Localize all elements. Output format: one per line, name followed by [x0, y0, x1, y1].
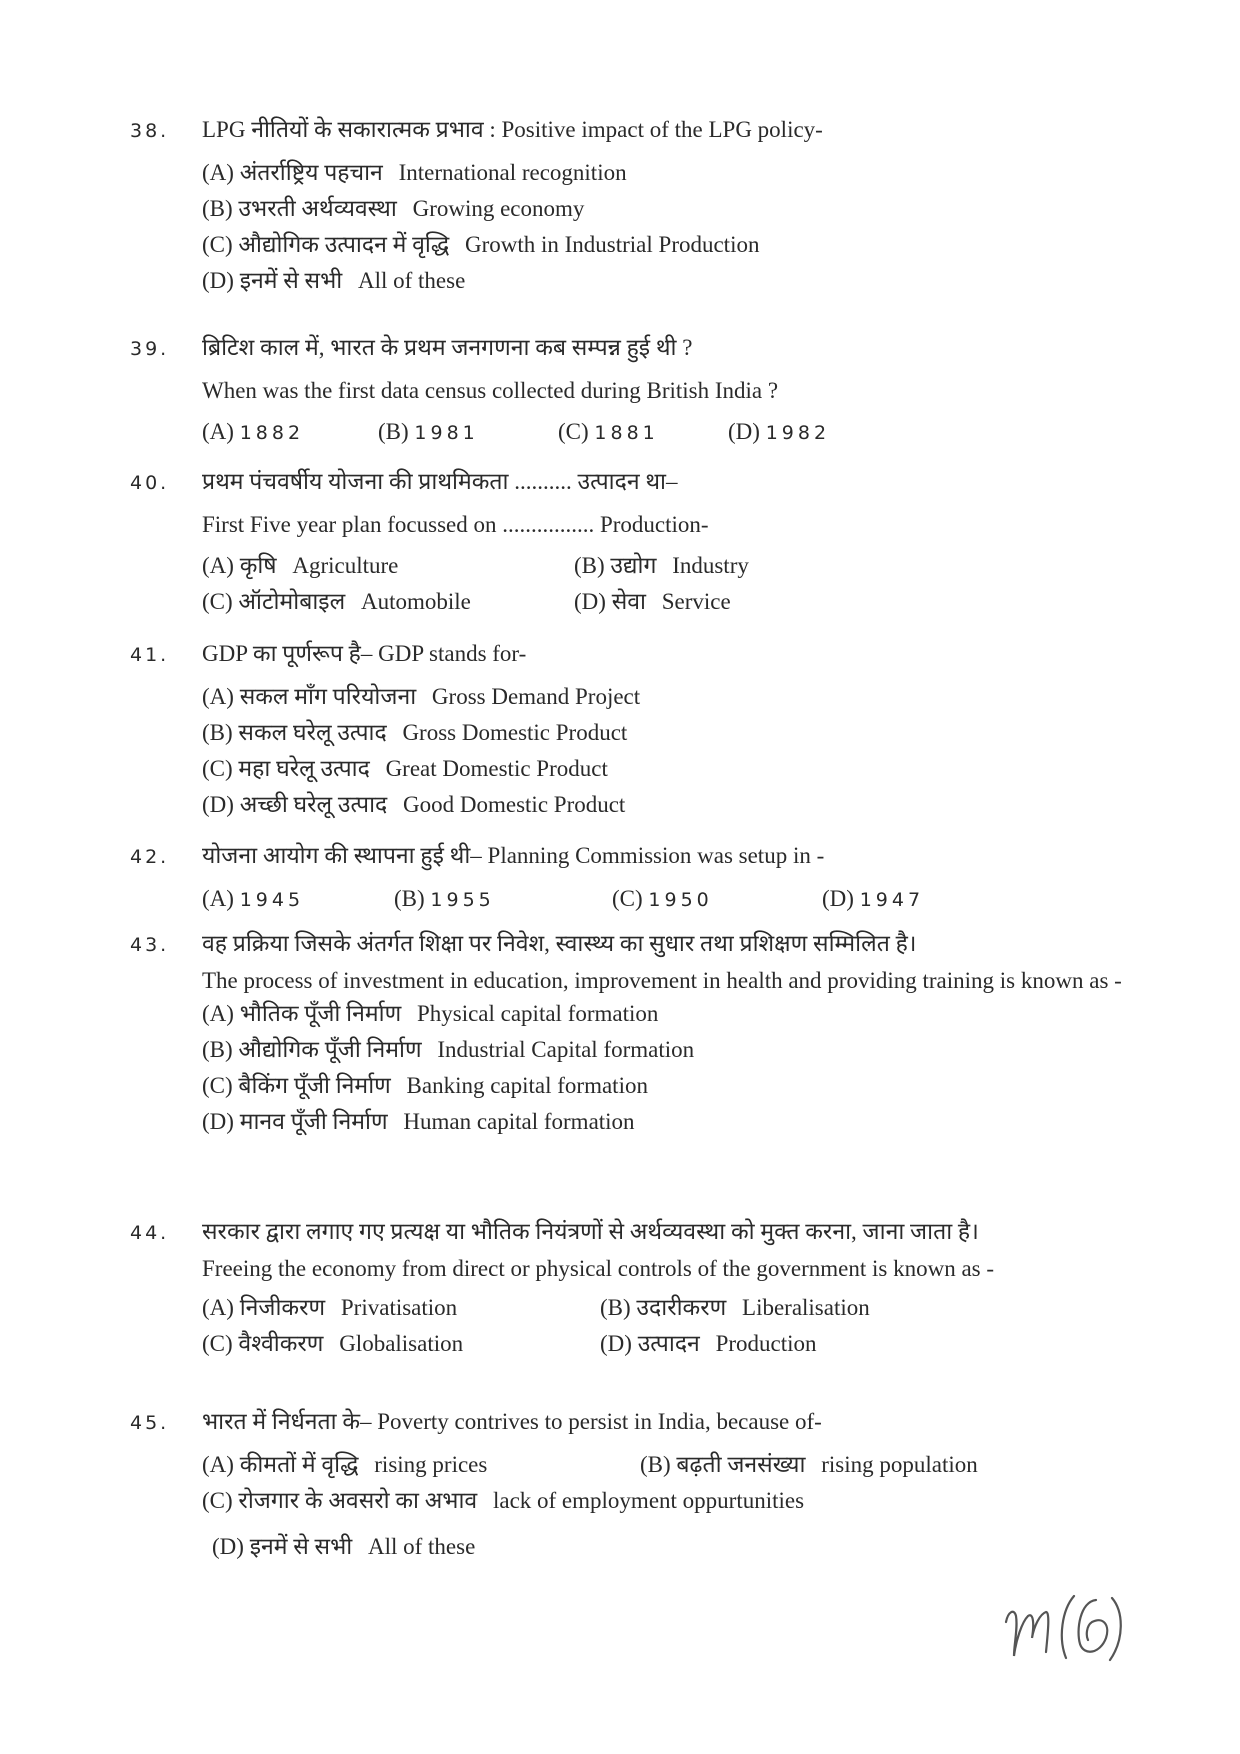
question-text: ब्रिटिश काल में, भारत के प्रथम जनगणना कब सम्पन्न हुई थी ?	[202, 335, 693, 360]
option-a: (A) भौतिक पूँजी निर्माण Physical capital formation	[202, 1001, 659, 1026]
question-45	[130, 1406, 1160, 1565]
option-b: (B) औद्योगिक पूँजी निर्माण Industrial Capital formation	[202, 1037, 695, 1062]
question-text-english: The process of investment in education, improvement in health and providing training is known as -	[202, 968, 1122, 993]
question-42	[130, 840, 1160, 918]
option-d: (D) मानव पूँजी निर्माण Human capital formation	[202, 1109, 635, 1134]
options-row	[130, 414, 1160, 451]
question-text: सरकार द्वारा लगाए गए प्रत्यक्ष या भौतिक नियंत्रणों से अर्थव्यवस्था को मुक्त करना, जाना जाता है।	[202, 1219, 979, 1244]
option-b: (B) उदारीकरण Liberalisation	[600, 1295, 870, 1320]
question-text: GDP का पूर्णरूप है– GDP stands for-	[202, 641, 527, 666]
question-text: प्रथम पंचवर्षीय योजना की प्राथमिकता .......... उत्पादन था–	[202, 469, 678, 494]
question-text: LPG नीतियों के सकारात्मक प्रभाव : Positive impact of the LPG policy-	[202, 117, 823, 142]
question-number: 45.	[130, 1412, 170, 1434]
question-44	[130, 1216, 1160, 1362]
option-d: (D) 1982	[728, 419, 831, 444]
option-c: (C) वैश्वीकरण Globalisation	[202, 1331, 464, 1356]
question-number: 41.	[130, 644, 170, 666]
question-number: 39.	[130, 338, 170, 360]
option-b: (B) 1955	[394, 886, 495, 911]
option-a: (A) कृषि Agriculture	[202, 553, 399, 578]
question-text-english: When was the first data census collected during British India ?	[202, 378, 779, 403]
question-39	[130, 332, 1160, 451]
option-b: (B) उद्योग Industry	[574, 553, 749, 578]
option-c: (C) 1881	[558, 419, 659, 444]
option-c: (C) महा घरेलू उत्पाद Great Domestic Product	[202, 756, 608, 781]
question-number: 44.	[130, 1222, 170, 1244]
question-text-english: First Five year plan focussed on ................ Production-	[202, 512, 709, 537]
question-text-english: Freeing the economy from direct or physical controls of the government is known as -	[202, 1256, 995, 1281]
option-c: (C) औद्योगिक उत्पादन में वृद्धि Growth in Industrial Production	[202, 232, 760, 257]
option-d: (D) उत्पादन Production	[600, 1331, 817, 1356]
options-row	[130, 1447, 1160, 1483]
option-d: (D) इनमें से सभी All of these	[202, 268, 466, 293]
option-d: (D) सेवा Service	[574, 589, 731, 614]
question-41	[130, 638, 1160, 823]
handwritten-signature	[1000, 1582, 1130, 1672]
option-c: (C) 1950	[612, 886, 713, 911]
option-a: (A) अंतर्राष्ट्रिय पहचान International recognition	[202, 160, 627, 185]
option-d: (D) 1947	[822, 886, 925, 911]
question-number: 43.	[130, 934, 170, 956]
question-number: 38.	[130, 120, 170, 142]
question-38	[130, 114, 1160, 299]
option-d: (D) इनमें से सभी All of these	[212, 1534, 476, 1559]
option-b: (B) उभरती अर्थव्यवस्था Growing economy	[202, 196, 585, 221]
option-b: (B) सकल घरेलू उत्पाद Gross Domestic Product	[202, 720, 628, 745]
question-43	[130, 928, 1160, 1140]
option-a: (A) 1945	[202, 886, 305, 911]
option-a: (A) सकल माँग परियोजना Gross Demand Project	[202, 684, 641, 709]
options-grid	[130, 548, 1160, 620]
question-text: वह प्रक्रिया जिसके अंतर्गत शिक्षा पर निवेश, स्वास्थ्य का सुधार तथा प्रशिक्षण सम्मिलित है।	[202, 931, 917, 956]
option-a: (A) कीमतों में वृद्धि rising prices	[202, 1452, 488, 1477]
question-40	[130, 466, 1160, 620]
question-number: 42.	[130, 846, 170, 868]
options-grid	[130, 1290, 1160, 1362]
question-number: 40.	[130, 472, 170, 494]
options-row	[130, 881, 1160, 918]
question-text: योजना आयोग की स्थापना हुई थी– Planning Commission was setup in -	[202, 843, 825, 868]
question-text: भारत में निर्धनता के– Poverty contrives to persist in India, because of-	[202, 1409, 822, 1434]
option-c: (C) ऑटोमोबाइल Automobile	[202, 589, 471, 614]
option-c: (C) रोजगार के अवसरो का अभाव lack of employment oppurtunities	[202, 1488, 805, 1513]
option-b: (B) 1981	[378, 419, 479, 444]
option-a: (A) निजीकरण Privatisation	[202, 1295, 458, 1320]
option-b: (B) बढ़ती जनसंख्या rising population	[640, 1452, 978, 1477]
option-a: (A) 1882	[202, 419, 305, 444]
option-c: (C) बैकिंग पूँजी निर्माण Banking capital formation	[202, 1073, 648, 1098]
option-d: (D) अच्छी घरेलू उत्पाद Good Domestic Product	[202, 792, 626, 817]
